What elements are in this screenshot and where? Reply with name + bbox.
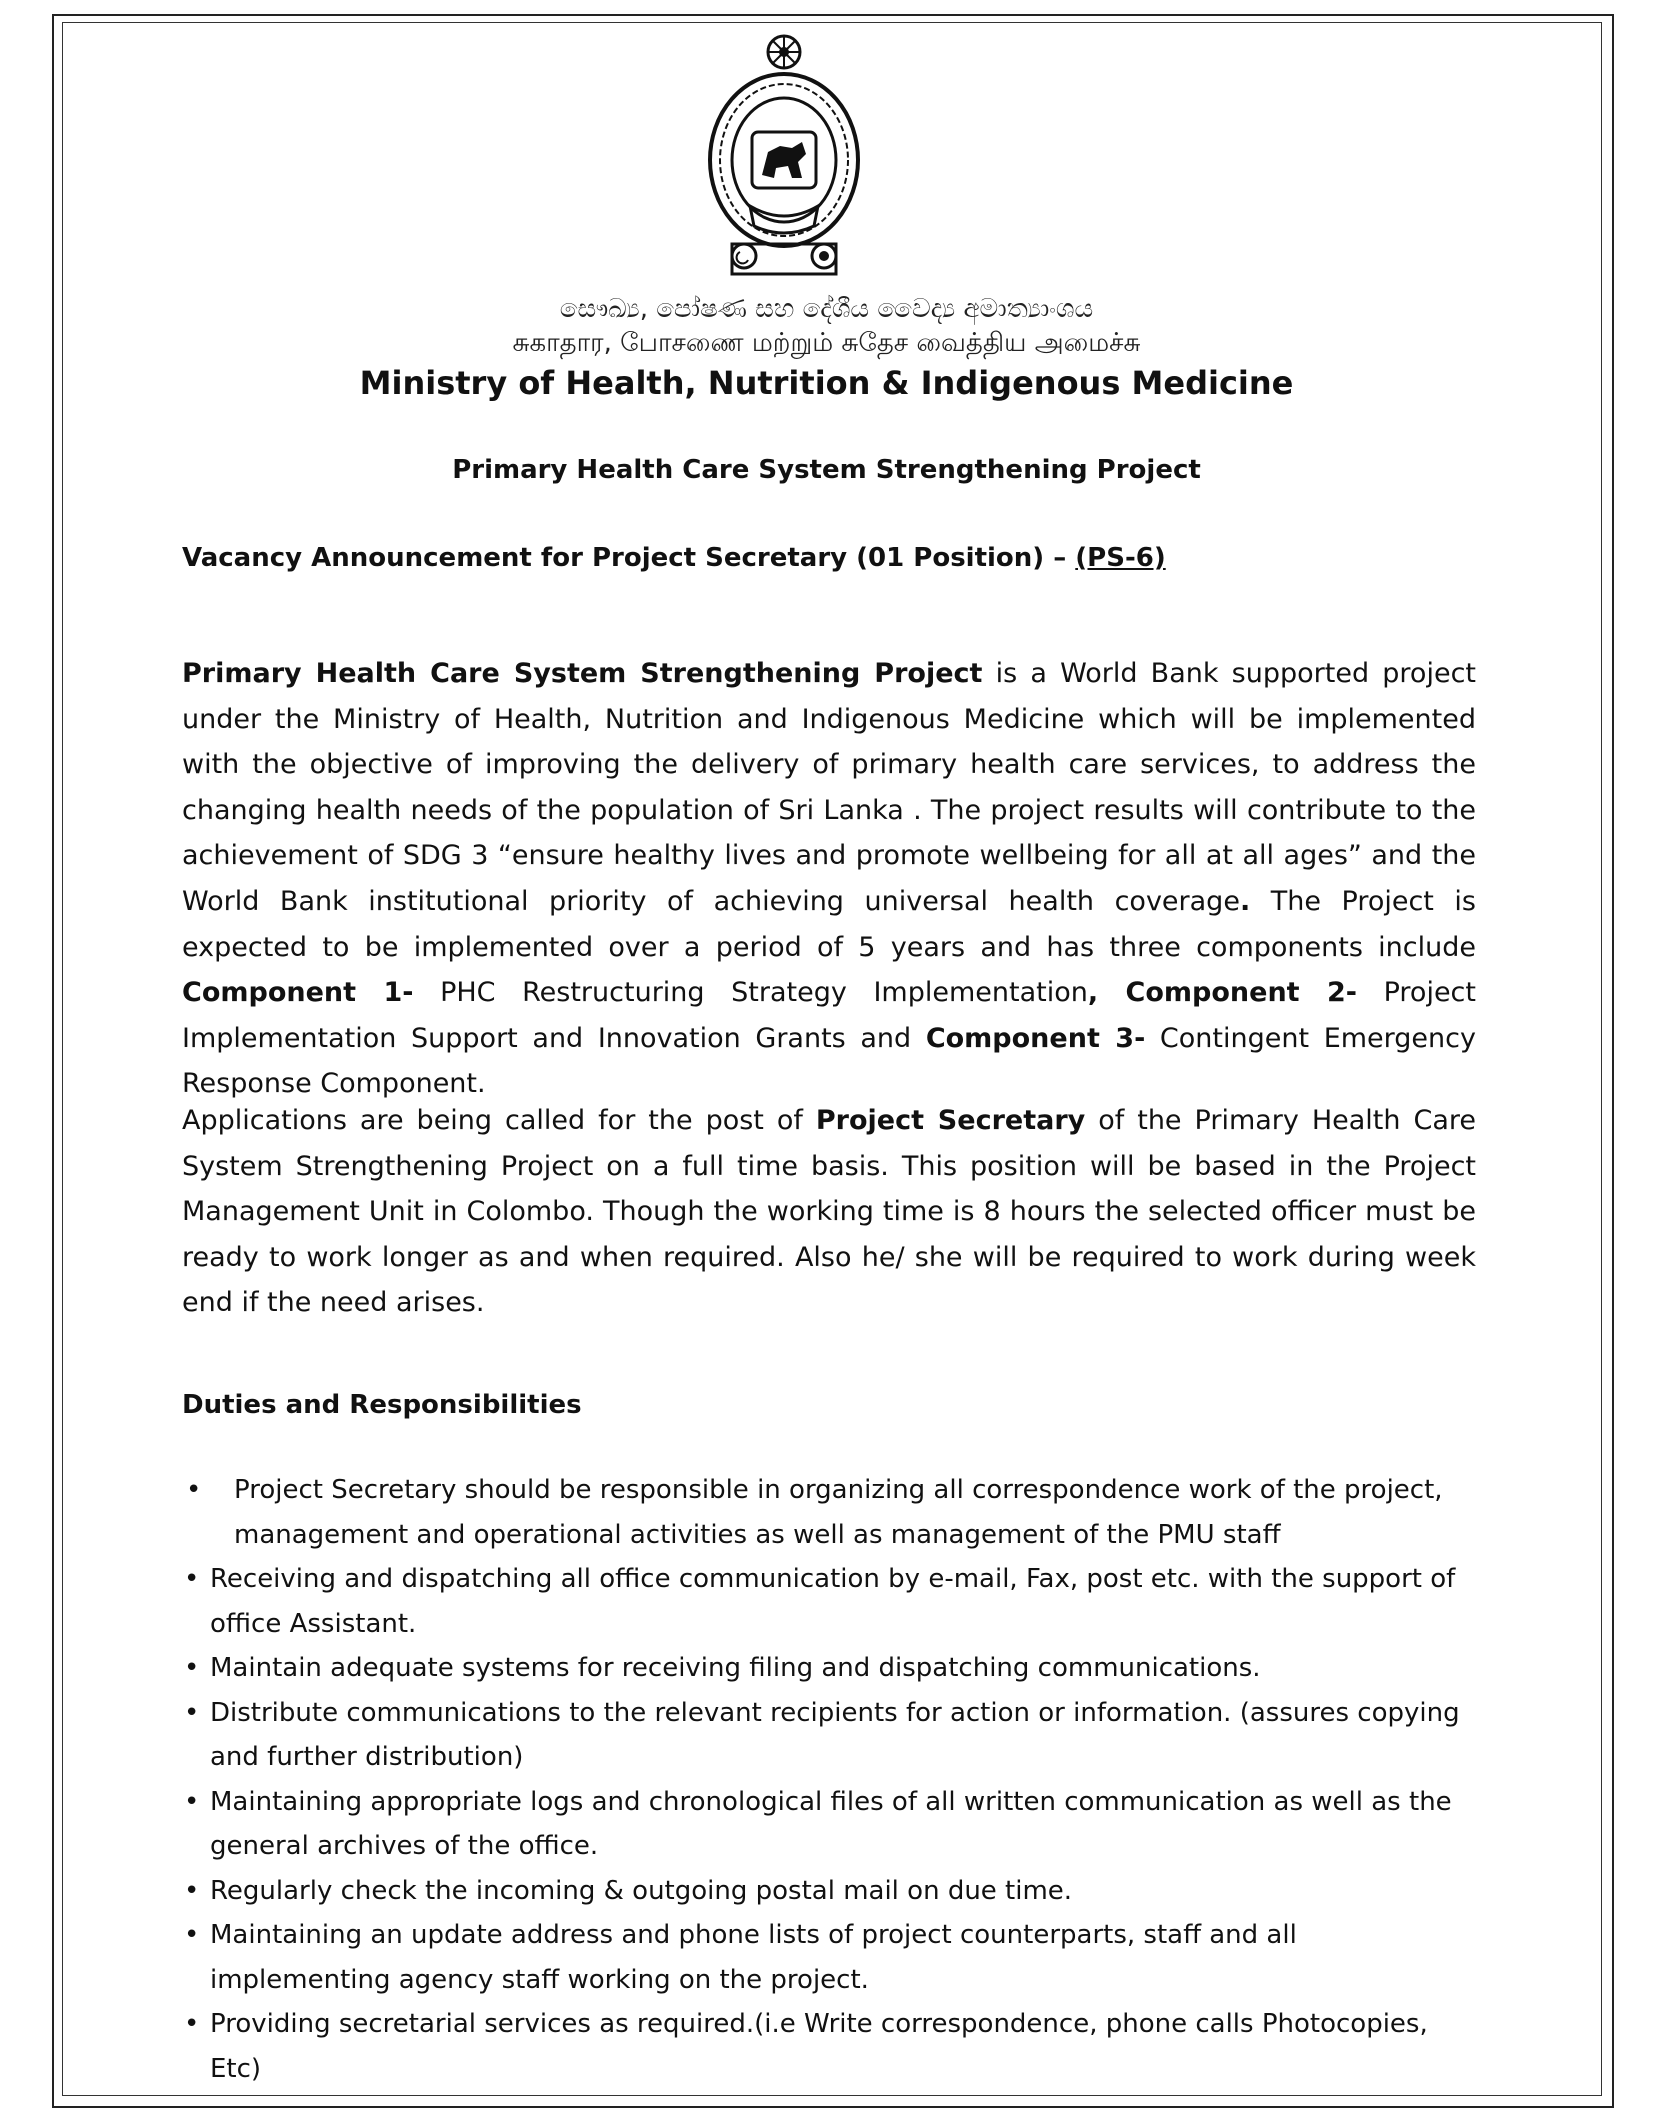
duties-heading: Duties and Responsibilities (182, 1390, 582, 1420)
bullet-icon: • (184, 1697, 200, 1728)
list-item-text: Regularly check the incoming & outgoing postal mail on due time. (210, 1875, 1073, 1906)
list-item-text: Maintaining appropriate logs and chronological files of all written communication as well as the general archives of the office. (210, 1786, 1452, 1861)
ministry-name-sinhala: සෞඛ්‍ය, පෝෂණ සහ දේශීය වෛද්‍ය අමාත්‍යාංශය (559, 294, 1094, 324)
post-name-bold: Project Secretary (815, 1105, 1086, 1136)
bullet-icon: • (184, 1875, 200, 1906)
duties-list (182, 1468, 1482, 2091)
vacancy-title (182, 543, 1166, 573)
para2-text-b: of the Primary Health Care System Strengthening Project on a full time basis. This position will be based in the Project Management Unit in Colombo. Though the working time is 8 hours the selected officer must be ready to work longer as and when required. Also he/ she will be required to work during week end if the need arises. (182, 1105, 1477, 1319)
ministry-title: Ministry of Health, Nutrition & Indigenous Medicine (359, 364, 1294, 402)
para1-comma: , (1087, 977, 1099, 1009)
para2-text-a: Applications are being called for the post of (182, 1105, 816, 1136)
project-name-bold: Primary Health Care System Strengthening Project (182, 658, 983, 689)
list-item (182, 1646, 1482, 1691)
vacancy-code: (PS-6) (1075, 543, 1166, 573)
para1-period: . (1239, 885, 1251, 917)
bullet-icon: • (186, 1475, 202, 1505)
list-item (182, 1780, 1482, 1869)
bullet-icon: • (184, 2009, 200, 2039)
sri-lanka-state-emblem-icon (702, 30, 866, 280)
list-item (182, 1869, 1482, 1914)
component-1-label: Component 1- (182, 977, 414, 1009)
component-2-text: Project Implementation Support and Innovation Grants and (182, 977, 1476, 1054)
component-3-text: Contingent Emergency Response Component. (182, 1022, 1476, 1100)
bullet-icon: • (184, 1653, 200, 1683)
list-item-text: Project Secretary should be responsible in organizing all correspondence work of the project, management and operational activities as well as management of the PMU staff (234, 1475, 1443, 1550)
list-item (182, 1468, 1482, 1557)
list-item-text: Distribute communications to the relevant recipients for action or information. (assures copying and further distribution) (210, 1697, 1460, 1772)
list-item-text: Maintaining an update address and phone lists of project counterparts, staff and all implementing agency staff working on the project. (210, 1920, 1297, 1995)
list-item (182, 1691, 1482, 1780)
list-item-text: Maintain adequate systems for receiving filing and dispatching communications. (210, 1653, 1261, 1683)
bullet-icon: • (184, 1564, 200, 1594)
list-item-text: Receiving and dispatching all office communication by e-mail, Fax, post etc. with the support of office Assistant. (210, 1564, 1456, 1639)
ministry-name-tamil: சுகாதார, போசணை மற்றும் சுதேச வைத்திய அமைச்சு (512, 328, 1141, 358)
component-3-label: Component 3- (925, 1022, 1146, 1054)
list-item (182, 2002, 1482, 2091)
project-description-paragraph (182, 651, 1476, 1107)
para1-text-b: The Project is expected to be implemented over a period of 5 years and has three components include (182, 885, 1476, 963)
list-item (182, 1557, 1482, 1646)
application-paragraph (182, 1098, 1476, 1326)
bullet-icon: • (184, 1920, 200, 1950)
para1-text-a: is a World Bank supported project under the Ministry of Health, Nutrition and Indigenous Medicine which will be implemented with the objective of improving the delivery of primary health care services, to address the changing health needs of the population of Sri Lanka . The project results will contribute to the achievement of SDG 3 “ensure healthy lives and promote wellbeing for all at all ages” and the World Bank institutional priority of achieving universal health coverage (182, 658, 1476, 917)
list-item-text: Providing secretarial services as required.(i.e Write correspondence, phone calls Photocopies, Etc) (210, 2009, 1428, 2084)
list-item (182, 1913, 1482, 2002)
vacancy-title-text: Vacancy Announcement for Project Secretary (01 Position) – (182, 543, 1076, 573)
component-1-text: PHC Restructuring Strategy Implementation (413, 977, 1088, 1009)
bullet-icon: • (184, 1786, 200, 1817)
project-title: Primary Health Care System Strengthening Project (452, 455, 1201, 485)
component-2-label: Component 2- (1098, 977, 1357, 1009)
